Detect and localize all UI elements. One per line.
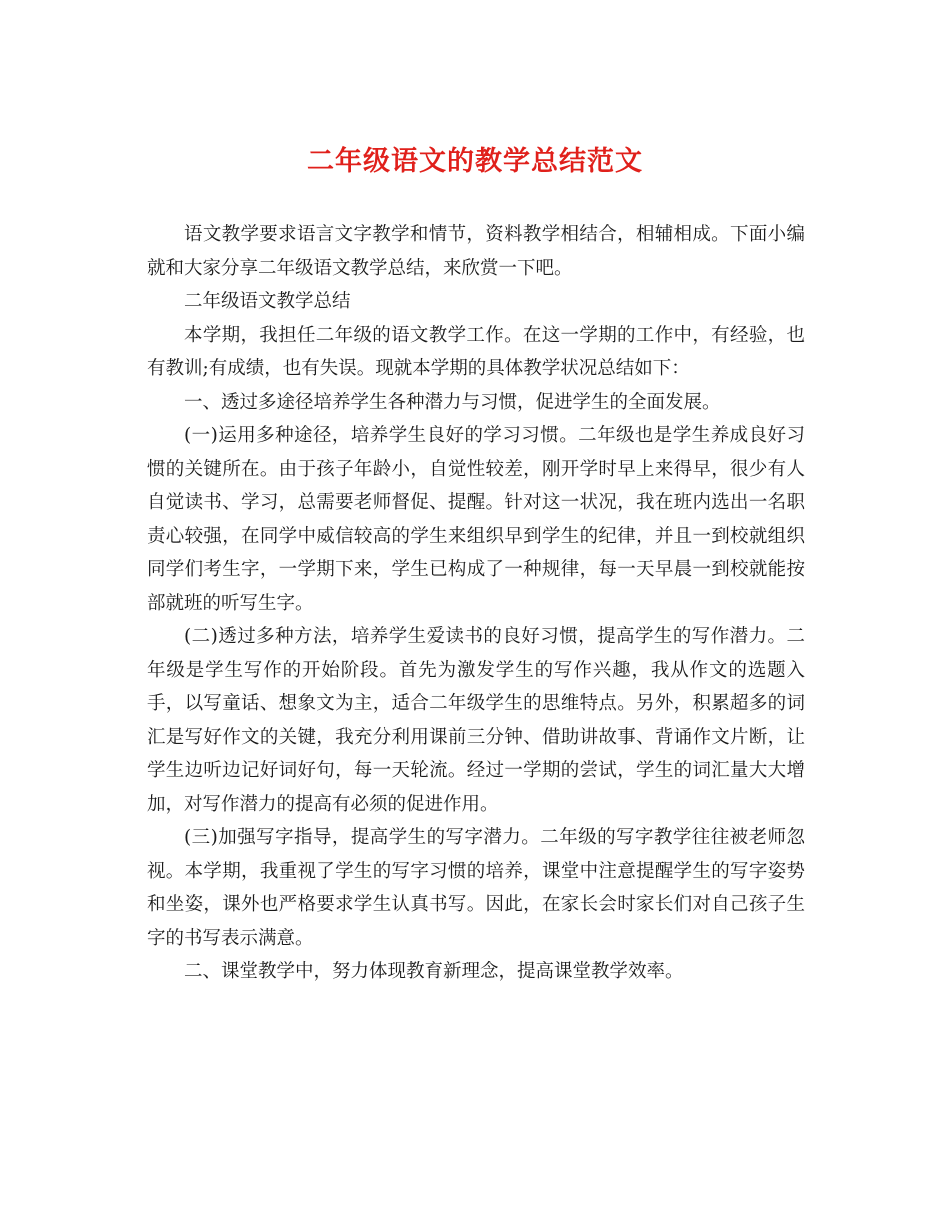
paragraph-section-1: 一、透过多途径培养学生各种潜力与习惯，促进学生的全面发展。 (184, 391, 721, 413)
paragraph-subsection-1: (一)运用多种途径，培养学生良好的学习习惯。二年级也是学生养成良好习惯的关键所在。由于孩子年龄小，自觉性较差，刚开学时早上来得早，很少有人自觉读书、学习，总需要老师督促、提醒。针对这一状况，我在班内选出一名职责心较强，在同学中威信较高的学生来组织早到学生的纪律，并且一到校就组织同学们考生字，一学期下来，学生已构成了一种规律，每一天早晨一到校就能按部就班的听写生字。 (147, 425, 805, 614)
paragraph-overview: 本学期，我担任二年级的语文教学工作。在这一学期的工作中，有经验，也有教训;有成绩，也有失误。现就本学期的具体教学状况总结如下： (147, 324, 805, 379)
paragraph-subtitle: 二年级语文教学总结 (184, 291, 351, 312)
paragraph-intro: 语文教学要求语言文字教学和情节，资料教学相结合，相辅相成。下面小编就和大家分享二年级语文教学总结，来欣赏一下吧。 (147, 224, 805, 279)
document-body (147, 218, 805, 989)
paragraph-subsection-2: (二)透过多种方法，培养学生爱读书的良好习惯，提高学生的写作潜力。二年级是学生写作的开始阶段。首先为激发学生的写作兴趣，我从作文的选题入手，以写童话、想象文为主，适合二年级学生的思维特点。另外，积累超多的词汇是写好作文的关键，我充分利用课前三分钟、借助讲故事、背诵作文片断，让学生边听边记好词好句，每一天轮流。经过一学期的尝试，学生的词汇量大大增加，对写作潜力的提高有必须的促进作用。 (147, 626, 805, 815)
document-title: 二年级语文的教学总结范文 (307, 146, 643, 177)
paragraph-section-2: 二、课堂教学中，努力体现教育新理念，提高课堂教学效率。 (184, 961, 684, 982)
paragraph-subsection-3: (三)加强写字指导，提高学生的写字潜力。二年级的写字教学往往被老师忽视。本学期，我重视了学生的写字习惯的培养，课堂中注意提醒学生的写字姿势和坐姿，课外也严格要求学生认真书写。因此，在家长会时家长们对自己孩子生字的书写表示满意。 (147, 827, 805, 949)
